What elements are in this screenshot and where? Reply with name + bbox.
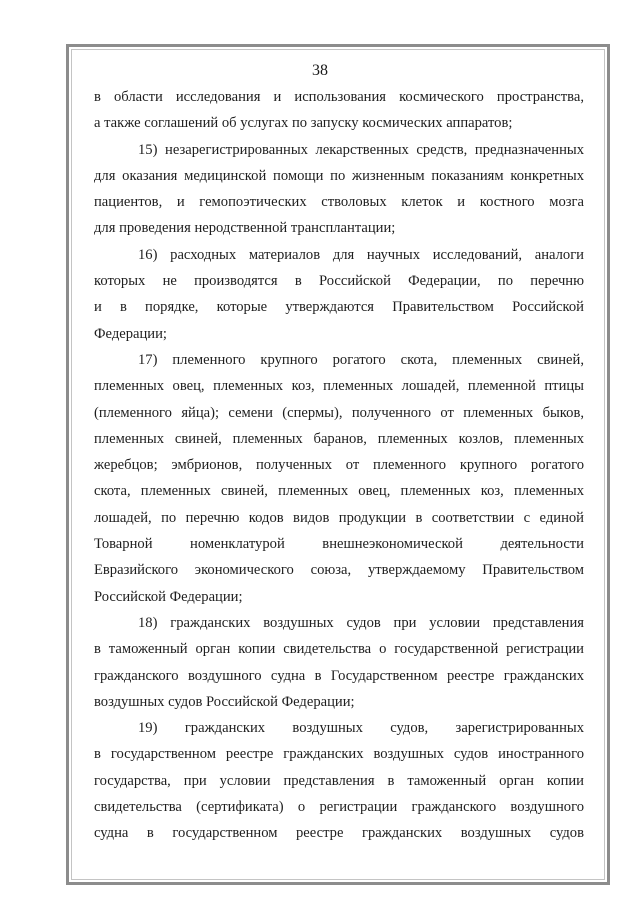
text-line: племенных свиней, племенных баранов, племенных козлов, племенных <box>94 430 584 447</box>
text-line: 15) незарегистрированных лекарственных средств, предназначенных <box>138 141 584 158</box>
text-line: 17) племенного крупного рогатого скота, племенных свиней, <box>138 351 584 368</box>
text-line: судна в государственном реестре гражданских воздушных судов <box>94 825 584 842</box>
text-line: для оказания медицинской помощи по жизненным показаниям конкретных <box>94 167 584 184</box>
paragraph-item-15 <box>94 137 584 242</box>
text-line: 18) гражданских воздушных судов при условии представления <box>138 614 584 631</box>
paragraph-item-19 <box>94 715 584 846</box>
text-line: в государственном реестре гражданских воздушных судов иностранного <box>94 746 584 763</box>
text-line: жеребцов; эмбрионов, полученных от племенного крупного рогатого <box>94 457 584 474</box>
text-line: в таможенный орган копии свидетельства о государственной регистрации <box>94 641 584 658</box>
text-line: (племенного яйца); семени (спермы), полученного от племенных быков, <box>94 404 584 421</box>
text-line: 16) расходных материалов для научных исследований, аналоги <box>138 246 584 263</box>
text-line: Евразийского экономического союза, утверждаемому Правительством <box>94 562 584 579</box>
text-line: для проведения неродственной трансплантации; <box>94 220 396 237</box>
paragraph-item-16 <box>94 242 584 347</box>
text-line: Товарной номенклатурой внешнеэкономической деятельности <box>94 536 584 553</box>
paragraph-space-agreements <box>94 84 584 137</box>
text-line: пациентов, и гемопоэтических стволовых клеток и костного мозга <box>94 194 584 211</box>
text-line: скота, племенных свиней, племенных овец, племенных коз, племенных <box>94 483 584 500</box>
document-body <box>94 84 584 847</box>
text-line: Российской Федерации; <box>94 588 243 605</box>
text-line: государства, при условии представления в таможенный орган копии <box>94 772 584 789</box>
text-line: которых не производятся в Российской Федерации, по перечню <box>94 273 584 290</box>
text-line: Федерации; <box>94 325 167 342</box>
text-line: гражданского воздушного судна в Государственном реестре гражданских <box>94 667 584 684</box>
text-line: лошадей, по перечню кодов видов продукции в соответствии с единой <box>94 509 584 526</box>
text-line: в области исследования и использования космического пространства, <box>94 89 584 105</box>
text-line: воздушных судов Российской Федерации; <box>94 693 355 710</box>
text-line: и в порядке, которые утверждаются Правительством Российской <box>94 299 584 316</box>
page-number: 38 <box>312 62 328 79</box>
text-line: свидетельства (сертификата) о регистрации гражданского воздушного <box>94 799 584 816</box>
paragraph-item-18 <box>94 610 584 715</box>
text-line: племенных овец, племенных коз, племенных лошадей, племенной птицы <box>94 378 584 395</box>
text-line: 19) гражданских воздушных судов, зарегистрированных <box>138 720 584 737</box>
text-line: а также соглашений об услугах по запуску космических аппаратов; <box>94 115 513 132</box>
paragraph-item-17 <box>94 347 584 610</box>
